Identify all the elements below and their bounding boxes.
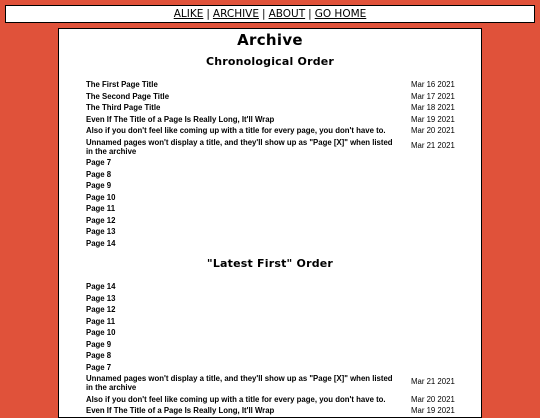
archive-entry-title[interactable]: Even If The Title of a Page Is Really Long, It'll Wrap — [86, 406, 275, 415]
archive-entry[interactable] — [86, 362, 455, 374]
archive-entry-title[interactable]: Page 9 — [86, 181, 112, 190]
chronological-heading: Chronological Order — [205, 55, 335, 68]
nav-separator: | — [206, 8, 210, 20]
latest-first-list — [86, 281, 455, 417]
archive-entry[interactable] — [86, 137, 455, 158]
archive-entry-date: Mar 19 2021 — [411, 406, 455, 415]
archive-entry[interactable] — [86, 394, 455, 406]
archive-entry[interactable] — [86, 238, 455, 250]
archive-entry[interactable] — [86, 79, 455, 91]
top-navigation — [5, 5, 535, 23]
archive-entry-title[interactable]: Page 12 — [86, 305, 116, 314]
archive-entry[interactable] — [86, 405, 455, 417]
nav-link-alike[interactable]: ALIKE — [173, 8, 204, 20]
archive-panel — [58, 28, 482, 418]
archive-entry[interactable] — [86, 91, 455, 103]
chronological-list — [86, 79, 455, 249]
archive-entry[interactable] — [86, 215, 455, 227]
archive-entry-date: Mar 18 2021 — [411, 103, 455, 112]
nav-link-about[interactable]: ABOUT — [268, 8, 306, 20]
archive-entry[interactable] — [86, 327, 455, 339]
archive-entry-date: Mar 21 2021 — [411, 377, 455, 386]
archive-entry-title[interactable]: Page 8 — [86, 169, 112, 179]
archive-entry[interactable] — [86, 316, 455, 328]
nav-separator: | — [308, 8, 312, 20]
archive-entry-title[interactable]: Unnamed pages won't display a title, and they'll show up as "Page [X]" when listed in the archive — [86, 374, 393, 392]
archive-entry-title[interactable]: Page 7 — [86, 362, 112, 372]
archive-entry[interactable] — [86, 114, 455, 126]
archive-entry[interactable] — [86, 102, 455, 114]
archive-entry-title[interactable]: Page 13 — [86, 293, 116, 303]
archive-entry-date: Mar 20 2021 — [411, 126, 455, 135]
archive-entry[interactable] — [86, 350, 455, 362]
archive-entry[interactable] — [86, 293, 455, 305]
archive-entry[interactable] — [86, 180, 455, 192]
archive-entry[interactable] — [86, 226, 455, 238]
archive-entry[interactable] — [86, 125, 455, 137]
archive-entry-title[interactable]: Page 14 — [86, 238, 116, 248]
archive-entry[interactable] — [86, 157, 455, 169]
archive-entry-title[interactable]: Page 13 — [86, 227, 116, 236]
archive-entry-title[interactable]: Page 8 — [86, 351, 112, 360]
archive-entry-title[interactable]: Page 10 — [86, 192, 116, 202]
archive-entry[interactable] — [86, 304, 455, 316]
archive-entry-date: Mar 16 2021 — [411, 80, 455, 89]
page-title: Archive — [237, 31, 303, 49]
archive-entry-title[interactable]: Page 11 — [86, 316, 116, 326]
nav-separator: | — [262, 8, 266, 20]
archive-entry-title[interactable]: The First Page Title — [86, 80, 158, 89]
archive-entry-title[interactable]: Also if you don't feel like coming up with a title for every page, you don't have to. — [86, 126, 386, 135]
archive-entry-title[interactable]: Even If The Title of a Page Is Really Long, It'll Wrap — [86, 114, 275, 124]
archive-entry[interactable] — [86, 203, 455, 215]
archive-entry-title[interactable]: Page 12 — [86, 215, 116, 225]
archive-entry-title[interactable]: The Third Page Title — [86, 103, 161, 112]
archive-entry-title[interactable]: Page 10 — [86, 328, 116, 337]
archive-entry-date: Mar 21 2021 — [411, 140, 455, 150]
archive-entry[interactable] — [86, 281, 455, 293]
archive-entry-date: Mar 17 2021 — [411, 91, 455, 101]
archive-entry-date: Mar 19 2021 — [411, 114, 455, 124]
archive-entry[interactable] — [86, 373, 455, 394]
archive-entry-title[interactable]: Unnamed pages won't display a title, and they'll show up as "Page [X]" when listed in the archive — [86, 137, 393, 156]
archive-entry-title[interactable]: Page 14 — [86, 282, 116, 291]
archive-entry-title[interactable]: Page 11 — [86, 204, 116, 213]
nav-link-go-home[interactable]: GO HOME — [314, 8, 367, 20]
nav-link-archive[interactable]: ARCHIVE — [212, 8, 260, 20]
archive-entry-title[interactable]: Also if you don't feel like coming up with a title for every page, you don't have to. — [86, 394, 386, 404]
archive-entry[interactable] — [86, 192, 455, 204]
archive-entry-title[interactable]: The Second Page Title — [86, 91, 170, 101]
latest-first-heading: "Latest First" Order — [206, 257, 334, 270]
archive-entry-date: Mar 20 2021 — [411, 394, 455, 404]
archive-entry[interactable] — [86, 169, 455, 181]
archive-entry-title[interactable]: Page 9 — [86, 339, 112, 349]
archive-entry[interactable] — [86, 339, 455, 351]
archive-entry-title[interactable]: Page 7 — [86, 158, 112, 167]
